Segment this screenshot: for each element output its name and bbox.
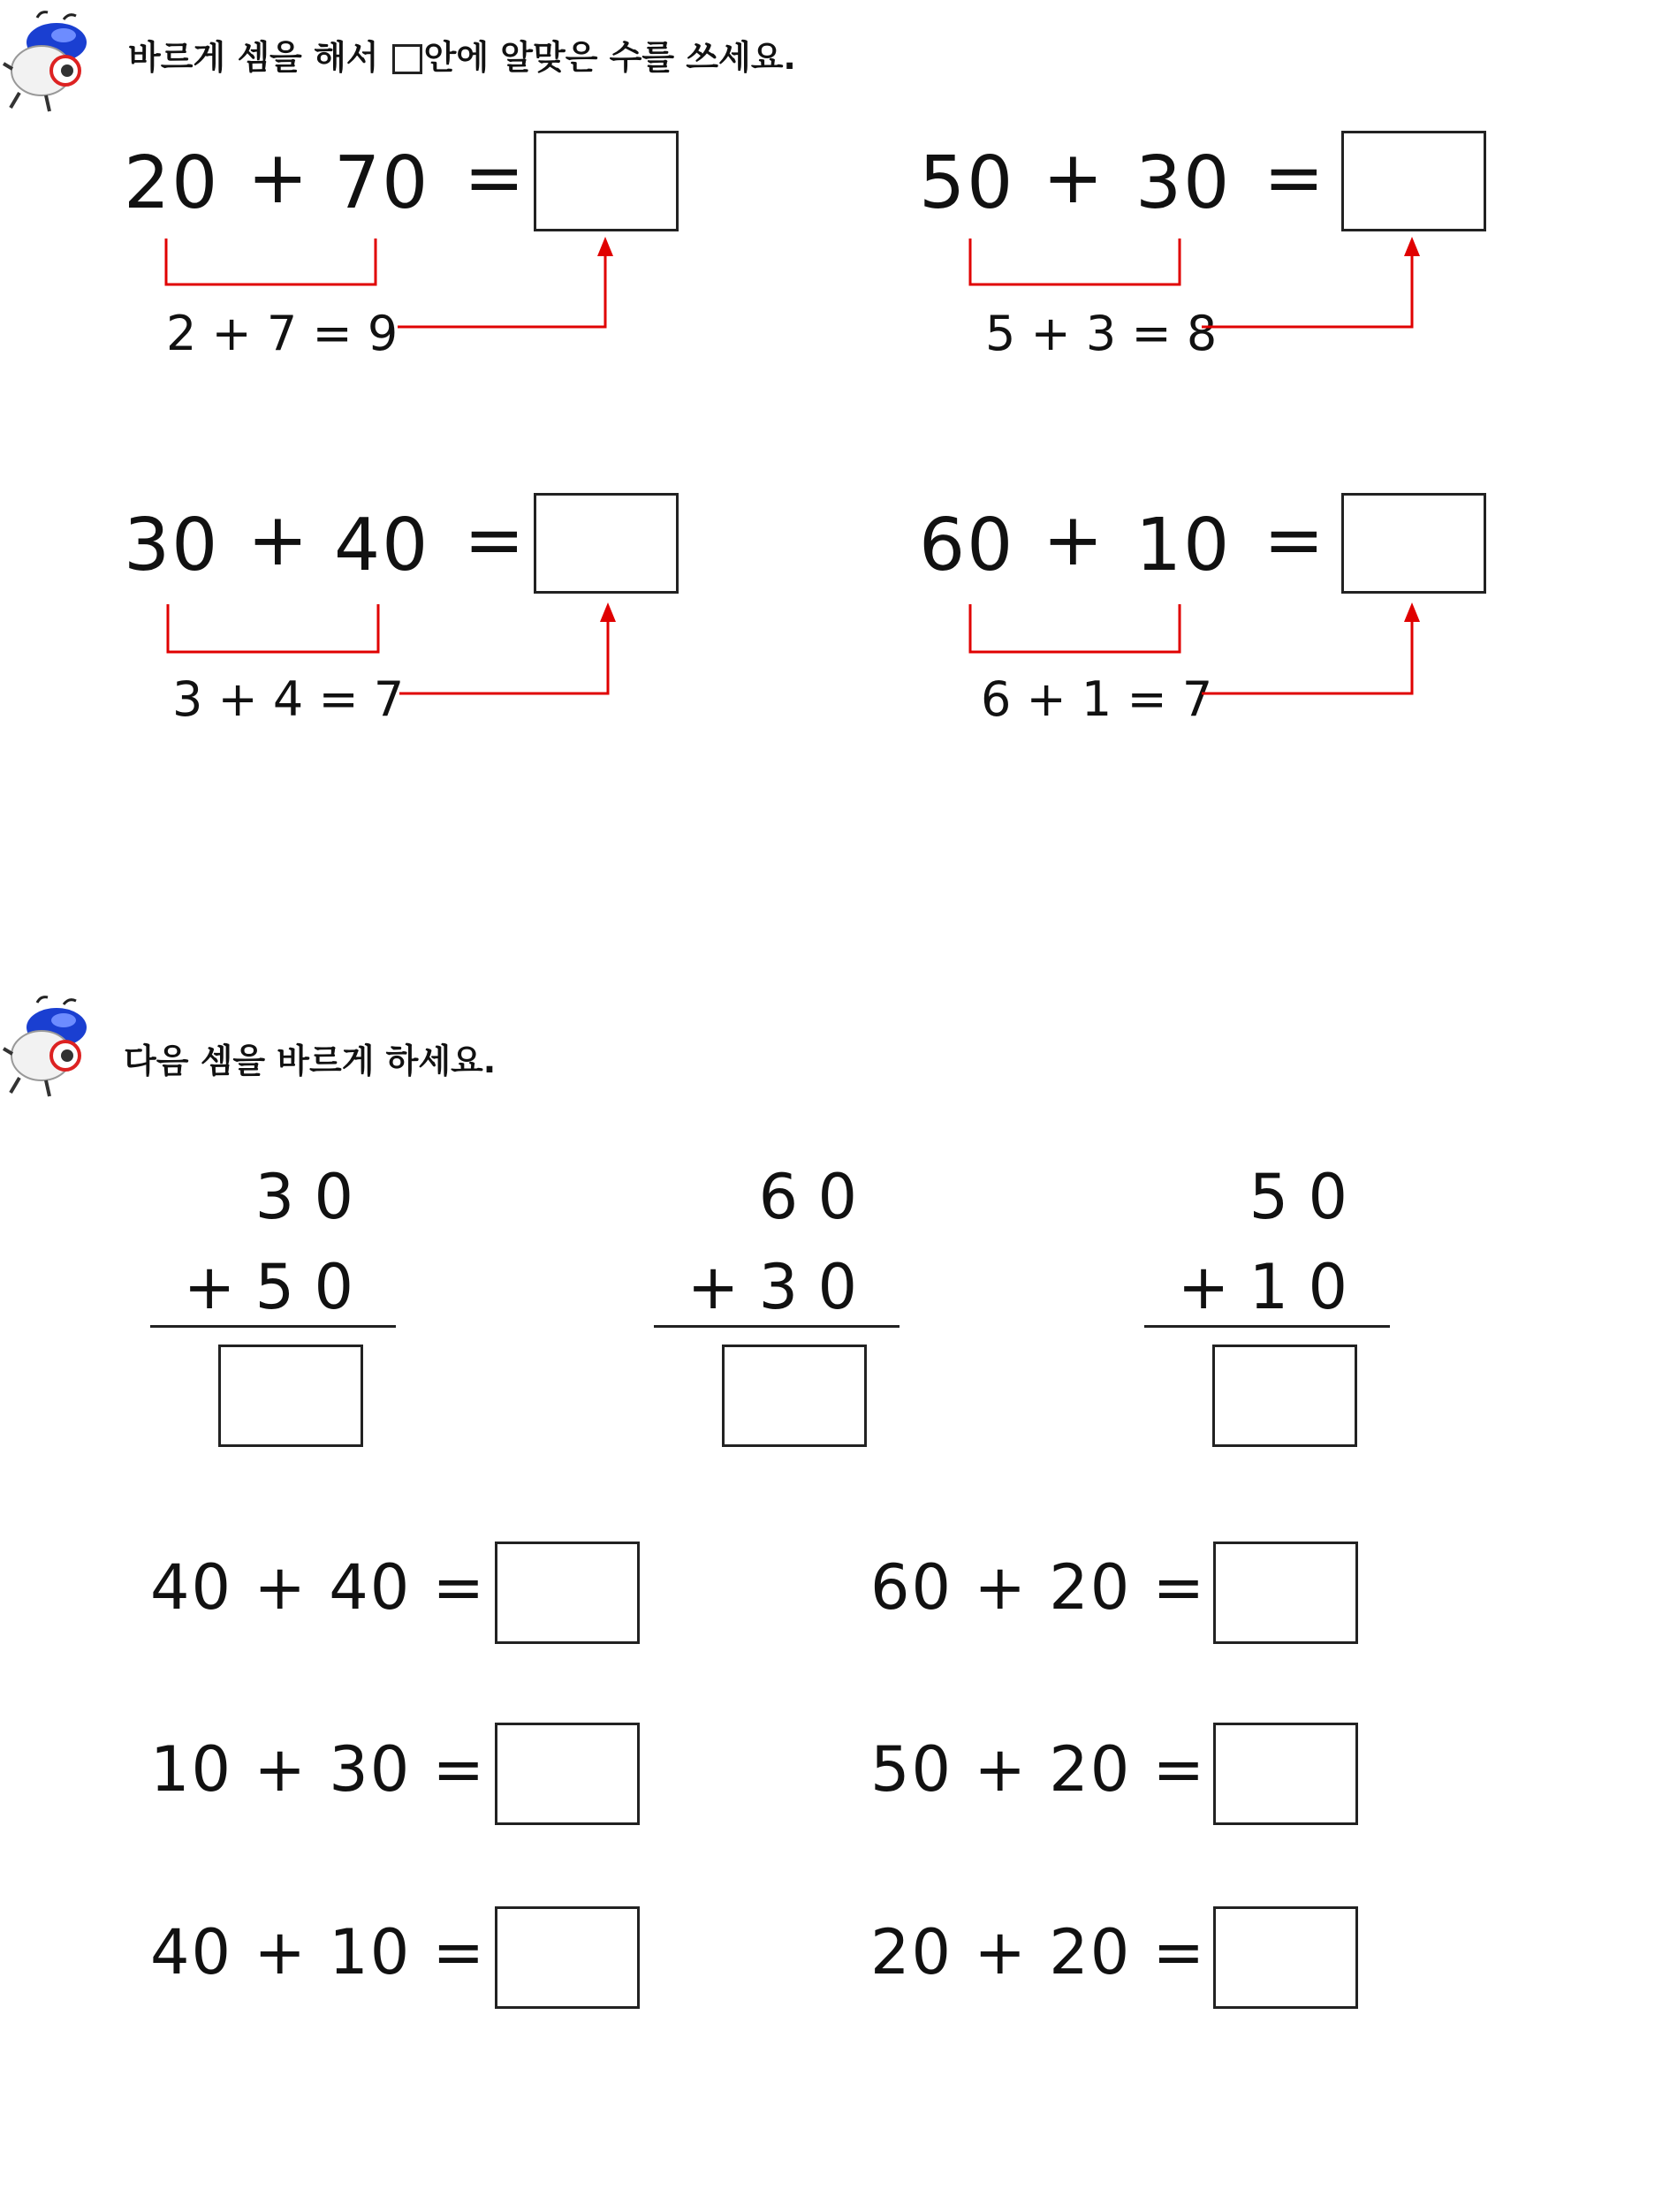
hint-4: 6 + 1 = 7 bbox=[981, 671, 1213, 727]
arrow-1 bbox=[398, 247, 605, 327]
vertical-1-rule bbox=[150, 1325, 396, 1328]
horizontal-4-expr: 50 + 20 = bbox=[870, 1733, 1207, 1806]
problem-4-a: 60 bbox=[919, 504, 1015, 587]
problem-4-eq: = bbox=[1264, 498, 1326, 582]
hint-2: 5 + 3 = 8 bbox=[985, 306, 1218, 361]
horizontal-answer-box-2[interactable] bbox=[1213, 1542, 1358, 1644]
problem-3-eq: = bbox=[464, 498, 527, 582]
vertical-2-rule bbox=[654, 1325, 900, 1328]
vertical-2-bottom: + 3 0 bbox=[687, 1251, 857, 1323]
problem-1-b: 70 bbox=[334, 141, 430, 225]
problem-1-op: + bbox=[247, 136, 310, 220]
vertical-2-top: 6 0 bbox=[758, 1161, 857, 1233]
problem-2-eq: = bbox=[1264, 136, 1326, 220]
problem-4-b: 10 bbox=[1135, 504, 1232, 587]
problem-4-op: + bbox=[1043, 498, 1105, 582]
instruction-1-post: 안에 알맞은 수를 쓰세요. bbox=[423, 38, 796, 77]
vertical-answer-box-3[interactable] bbox=[1212, 1345, 1357, 1447]
horizontal-answer-box-5[interactable] bbox=[495, 1906, 640, 2009]
vertical-3-rule bbox=[1144, 1325, 1390, 1328]
problem-2-a: 50 bbox=[919, 141, 1015, 225]
instruction-2: 다음 셈을 바르게 하세요. bbox=[124, 1042, 497, 1080]
arrow-2 bbox=[1202, 247, 1412, 327]
vertical-answer-box-2[interactable] bbox=[722, 1345, 867, 1447]
horizontal-answer-box-1[interactable] bbox=[495, 1542, 640, 1644]
horizontal-3-expr: 10 + 30 = bbox=[150, 1733, 487, 1806]
problem-3-op: + bbox=[247, 498, 310, 582]
hint-3: 3 + 4 = 7 bbox=[172, 671, 405, 727]
hint-arrows bbox=[0, 0, 1670, 795]
horizontal-1-expr: 40 + 40 = bbox=[150, 1551, 487, 1624]
vertical-1-top: 3 0 bbox=[254, 1161, 353, 1233]
problem-1-a: 20 bbox=[124, 141, 220, 225]
problem-3-b: 40 bbox=[334, 504, 430, 587]
arrow-4 bbox=[1202, 610, 1412, 693]
horizontal-answer-box-3[interactable] bbox=[495, 1723, 640, 1825]
bug-mascot-icon bbox=[2, 994, 95, 1100]
bracket-2 bbox=[970, 239, 1180, 284]
horizontal-answer-box-4[interactable] bbox=[1213, 1723, 1358, 1825]
bracket-4 bbox=[970, 604, 1180, 652]
bracket-3 bbox=[168, 604, 378, 652]
problem-2-b: 30 bbox=[1135, 141, 1232, 225]
bracket-1 bbox=[166, 239, 376, 284]
horizontal-5-expr: 40 + 10 = bbox=[150, 1916, 487, 1989]
instruction-1-pre: 바르게 셈을 해서 bbox=[128, 38, 379, 77]
arrow-3 bbox=[399, 610, 608, 693]
problem-3-a: 30 bbox=[124, 504, 220, 587]
vertical-3-top: 5 0 bbox=[1249, 1161, 1347, 1233]
horizontal-2-expr: 60 + 20 = bbox=[870, 1551, 1207, 1624]
problem-1-eq: = bbox=[464, 136, 527, 220]
hint-1: 2 + 7 = 9 bbox=[166, 306, 399, 361]
vertical-3-bottom: + 1 0 bbox=[1177, 1251, 1347, 1323]
vertical-answer-box-1[interactable] bbox=[218, 1345, 363, 1447]
vertical-1-bottom: + 5 0 bbox=[183, 1251, 353, 1323]
horizontal-6-expr: 20 + 20 = bbox=[870, 1916, 1207, 1989]
horizontal-answer-box-6[interactable] bbox=[1213, 1906, 1358, 2009]
problem-2-op: + bbox=[1043, 136, 1105, 220]
